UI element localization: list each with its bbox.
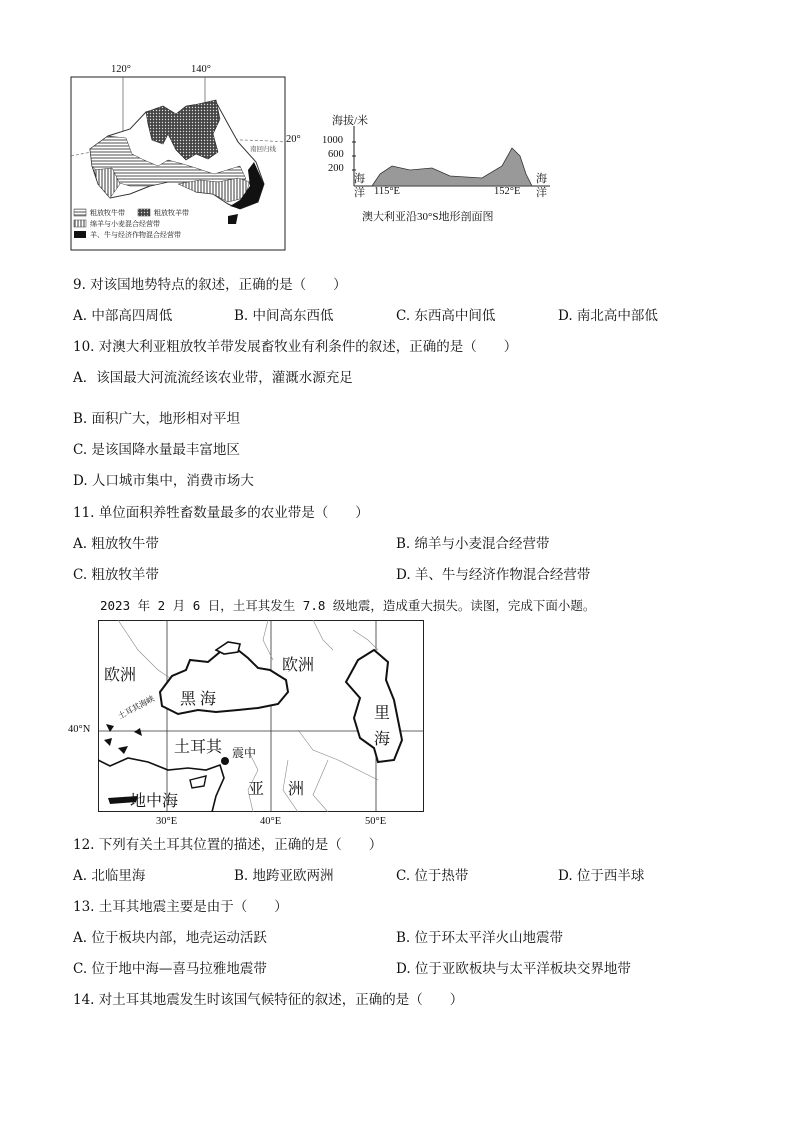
- lon-label-120: 120°: [111, 64, 131, 75]
- label-europe-right: 欧洲: [282, 657, 315, 674]
- label-asia-2: 洲: [288, 781, 305, 798]
- question-10-option-c[interactable]: C. 是该国降水量最丰富地区: [73, 442, 240, 458]
- legend-label-mixed-crop: 羊、牛与经济作物混合经营带: [90, 231, 181, 239]
- profile-left-ocean-2: 洋: [354, 187, 365, 199]
- legend-swatch-mixed-crop: [74, 231, 86, 238]
- question-11-option-d[interactable]: D. 羊、牛与经济作物混合经营带: [396, 567, 591, 583]
- lat-label-40n: 40°N: [68, 724, 91, 735]
- profile-terrain: [372, 148, 532, 186]
- label-mediterranean: 地中海: [130, 793, 179, 810]
- question-13-option-d[interactable]: D. 位于亚欧板块与太平洋板块交界地带: [396, 961, 631, 977]
- question-12-stem: 12. 下列有关土耳其位置的描述，正确的是（ ）: [73, 837, 383, 853]
- question-10-option-b[interactable]: B. 面积广大，地形相对平坦: [73, 411, 241, 427]
- profile-left-ocean-1: 海: [354, 173, 365, 185]
- question-13-option-b[interactable]: B. 位于环太平洋火山地震带: [396, 930, 564, 946]
- label-caspian-1: 里: [374, 705, 391, 722]
- profile-y-tick: 200: [328, 163, 344, 174]
- label-europe-left: 欧洲: [104, 667, 137, 684]
- profile-x-label-115: 115°E: [374, 186, 400, 197]
- lon-label-40e: 40°E: [260, 816, 282, 827]
- profile-chart: [352, 126, 552, 188]
- question-11-option-c[interactable]: C. 粗放牧羊带: [73, 567, 159, 583]
- legend-swatch-sheep-wheat: [74, 220, 86, 227]
- label-turkey: 土耳其: [174, 739, 223, 756]
- question-9-option-a[interactable]: A. 中部高四周低: [73, 308, 173, 324]
- question-11-option-b[interactable]: B. 绵羊与小麦混合经营带: [396, 536, 550, 552]
- australia-map-figure: [68, 64, 308, 252]
- question-14-stem: 14. 对土耳其地震发生时该国气候特征的叙述，正确的是（ ）: [73, 992, 464, 1008]
- question-10-option-a[interactable]: A．该国最大河流流经该农业带，灌溉水源充足: [73, 370, 353, 386]
- legend-label-rough-sheep: 粗放牧羊带: [154, 209, 189, 217]
- legend-swatch-rough-sheep: [138, 209, 150, 216]
- turkey-map-figure: [68, 620, 428, 832]
- question-13-stem: 13. 土耳其地震主要是由于（ ）: [73, 899, 288, 915]
- label-epicenter: 震中: [232, 746, 257, 760]
- question-10-stem: 10. 对澳大利亚粗放牧羊带发展畜牧业有利条件的叙述，正确的是（ ）: [73, 339, 518, 355]
- legend-label-rough-cattle: 粗放牧牛带: [90, 209, 125, 217]
- lat-label-20: 20°: [286, 134, 301, 145]
- question-9-option-c[interactable]: C. 东西高中间低: [396, 308, 496, 324]
- label-caspian-2: 海: [374, 731, 391, 748]
- profile-y-axis-label: 海拔/米: [332, 115, 369, 127]
- question-9-option-d[interactable]: D. 南北高中部低: [558, 308, 658, 324]
- epicenter-marker: [221, 757, 229, 765]
- question-12-option-d[interactable]: D. 位于西半球: [558, 868, 645, 884]
- lon-label-140: 140°: [191, 64, 211, 75]
- tropic-label: 南回归线: [250, 146, 276, 153]
- question-13-option-a[interactable]: A. 位于板块内部，地壳运动活跃: [73, 930, 267, 946]
- question-12-option-c[interactable]: C. 位于热带: [396, 868, 469, 884]
- label-asia-1: 亚: [248, 781, 265, 798]
- profile-x-label-152: 152°E: [494, 186, 521, 197]
- profile-y-tick: 1000: [322, 135, 343, 146]
- question-12-option-a[interactable]: A. 北临里海: [73, 868, 146, 884]
- legend-label-sheep-wheat: 绵羊与小麦混合经营带: [90, 220, 160, 228]
- question-11-option-a[interactable]: A. 粗放牧牛带: [73, 536, 159, 552]
- lon-label-30e: 30°E: [156, 816, 178, 827]
- question-10-option-d[interactable]: D. 人口城市集中，消费市场大: [73, 473, 254, 489]
- profile-right-ocean-1: 海: [536, 173, 547, 185]
- question-9-option-b[interactable]: B. 中间高东西低: [234, 308, 334, 324]
- question-9-stem: 9. 对该国地势特点的叙述，正确的是（ ）: [73, 277, 347, 293]
- terrain-profile-figure: [322, 112, 562, 227]
- profile-y-tick: 600: [328, 149, 344, 160]
- lon-label-50e: 50°E: [365, 816, 387, 827]
- label-black-sea: 黑 海: [180, 691, 217, 708]
- legend-swatch-rough-cattle: [74, 209, 86, 216]
- turkey-intro-text: 2023 年 2 月 6 日，土耳其发生 7.8 级地震，造成重大损失。读图，完成下面小题。: [100, 598, 596, 613]
- question-13-option-c[interactable]: C. 位于地中海—喜马拉雅地震带: [73, 961, 267, 977]
- profile-caption: 澳大利亚沿30°S地形剖面图: [362, 211, 494, 223]
- question-12-option-b[interactable]: B. 地跨亚欧两洲: [234, 868, 334, 884]
- label-strait: 土耳其海峡: [116, 694, 157, 721]
- profile-right-ocean-2: 洋: [536, 187, 547, 199]
- question-11-stem: 11. 单位面积养牲畜数量最多的农业带是（ ）: [73, 505, 369, 521]
